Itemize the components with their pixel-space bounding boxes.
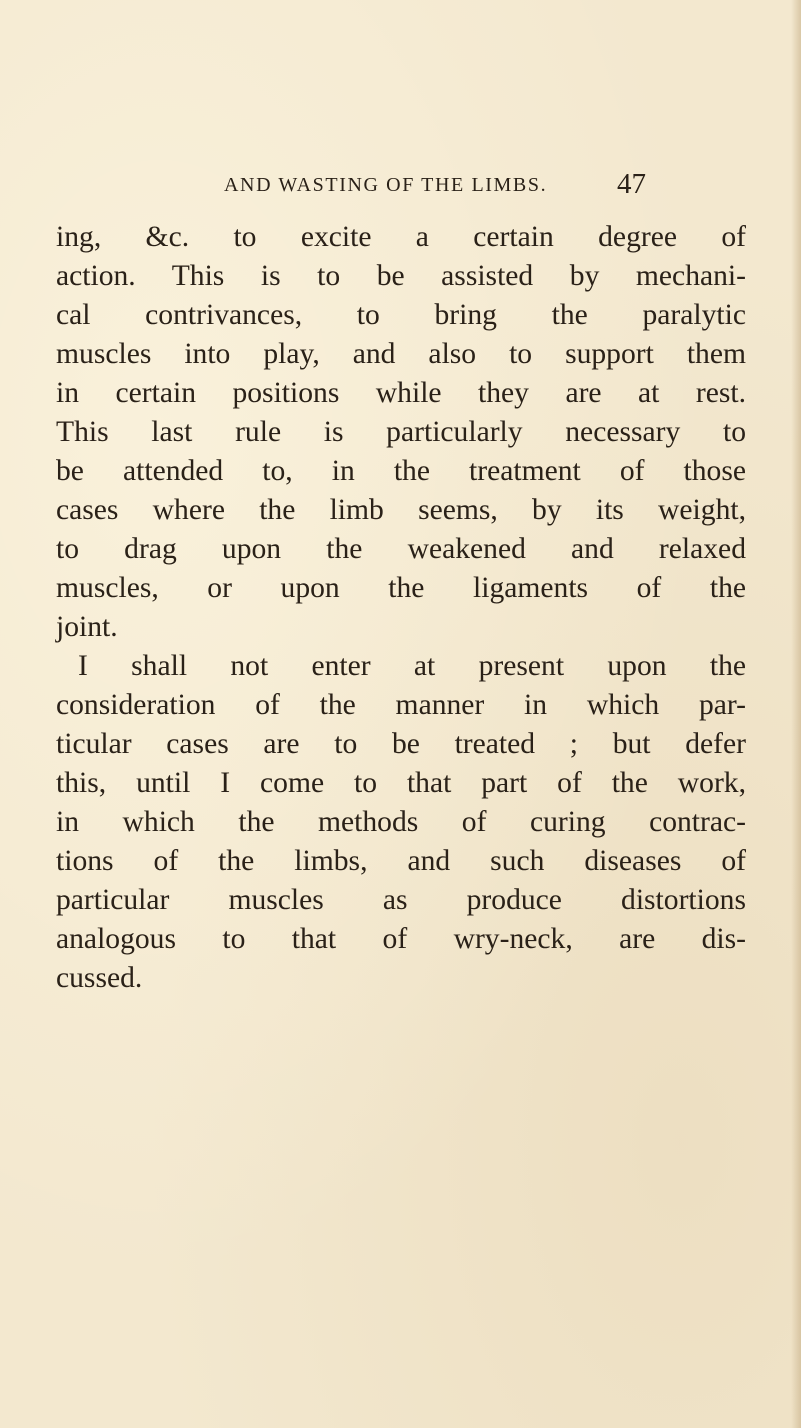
text-line: cussed. [56, 962, 143, 994]
text-line: be attended to, in the treatment of those [56, 455, 746, 487]
text-line: particular muscles as produce distortions [56, 884, 746, 916]
text-line: in certain positions while they are at rest. [56, 377, 746, 409]
text-line: consideration of the manner in which par- [56, 689, 746, 721]
running-title: AND WASTING OF THE LIMBS. [224, 174, 548, 196]
running-head [0, 168, 801, 208]
page-number: 47 [617, 168, 646, 200]
text-line: cal contrivances, to bring the paralytic [56, 299, 746, 331]
text-line: action. This is to be assisted by mechani- [56, 260, 746, 292]
text-line: tions of the limbs, and such diseases of [56, 845, 746, 877]
paragraph-1 [56, 218, 746, 647]
page-edge-shadow [791, 0, 801, 1428]
text-line: ticular cases are to be treated ; but defer [56, 728, 746, 760]
text-line: muscles into play, and also to support them [56, 338, 746, 370]
text-line: to drag upon the weakened and relaxed [56, 533, 746, 565]
text-line: This last rule is particularly necessary to [56, 416, 746, 448]
text-line: this, until I come to that part of the work, [56, 767, 746, 799]
body-text [56, 218, 746, 998]
text-line: analogous to that of wry-neck, are dis- [56, 923, 746, 955]
text-line: joint. [56, 611, 118, 643]
text-line: cases where the limb seems, by its weight, [56, 494, 746, 526]
text-line: I shall not enter at present upon the [78, 650, 746, 682]
text-line: in which the methods of curing contrac- [56, 806, 746, 838]
text-line: ing, &c. to excite a certain degree of [56, 221, 746, 253]
paragraph-2 [56, 647, 746, 998]
text-line: muscles, or upon the ligaments of the [56, 572, 746, 604]
